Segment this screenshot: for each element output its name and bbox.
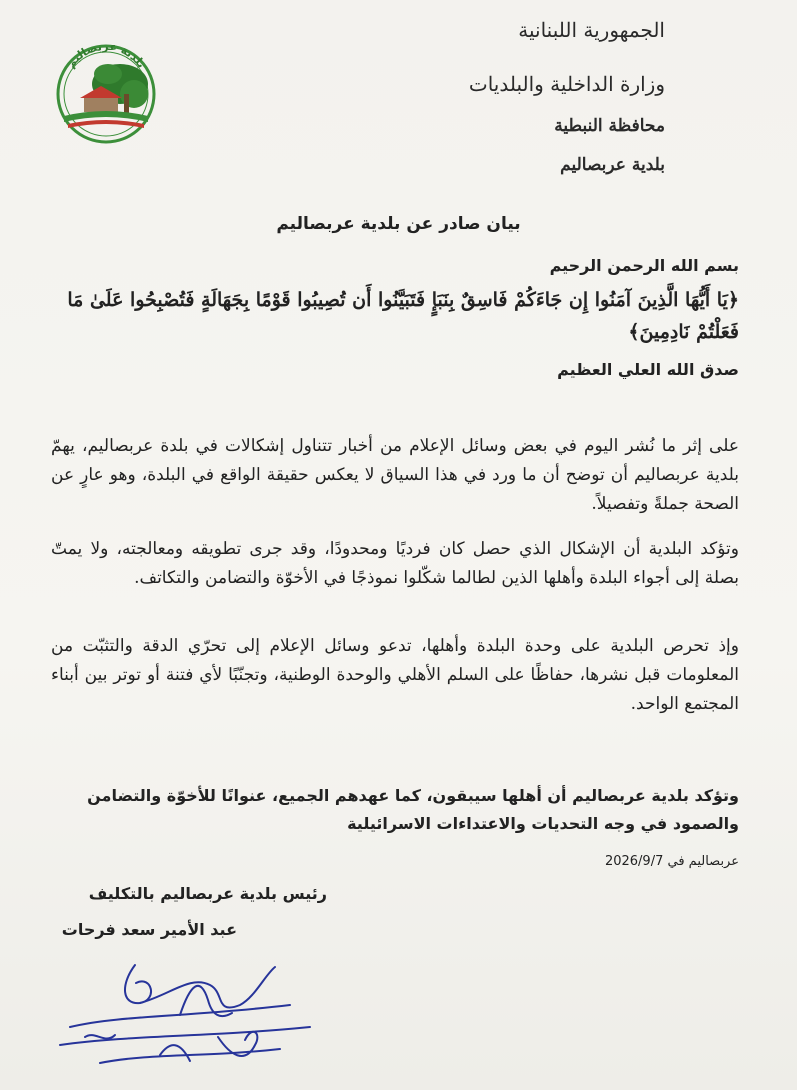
paragraph-1: على إثر ما نُشر اليوم في بعض وسائل الإعلام من أخبار تتناول إشكالات في بلدة عربصاليم، يهمّ بلدية عربصاليم أن توضح أن ما ورد في هذا السياق لا يعكس حقيقة الواقع في البلدة، وهو عارٍ عن الصحة جملةً وتفصيلاً. <box>51 436 739 514</box>
paragraph-3: وإذ تحرص البلدية على وحدة البلدة وأهلها، تدعو وسائل الإعلام إلى تحرّي الدقة والتثبّت من المعلومات قبل نشرها، حفاظًا على السلم الأهلي والوحدة الوطنية، وتجنّبًا لأي فتنة أو توتر بين أبناء المجتمع الواحد. <box>51 636 739 714</box>
handwritten-signature <box>40 945 330 1080</box>
header-republic: الجمهورية اللبنانية <box>518 18 665 42</box>
header-municipality: بلدية عربصاليم <box>560 155 665 175</box>
signatory-name: عبد الأمير سعد فرحات <box>61 920 237 939</box>
signatory-role: رئيس بلدية عربصاليم بالتكليف <box>88 884 327 903</box>
logo-text: بلدية عربصاليم <box>64 39 149 71</box>
date-line: عربصاليم في 2026/9/7 <box>604 854 739 869</box>
header-governorate: محافظة النبطية <box>554 116 665 136</box>
header-ministry: وزارة الداخلية والبلديات <box>468 72 665 96</box>
sadaqa-line: صدق الله العلي العظيم <box>557 360 739 379</box>
quran-verse: ﴿يَا أَيُّهَا الَّذِينَ آمَنُوا إِن جَاءَكُمْ فَاسِقٌ بِنَبَإٍ فَتَبَيَّنُوا أَن تُصِيبُوا قَوْمًا بِجَهَالَةٍ فَتُصْبِحُوا عَلَىٰ مَا فَعَلْتُمْ نَادِمِينَ﴾ <box>67 289 739 343</box>
statement-title: بيان صادر عن بلدية عربصاليم <box>276 214 521 234</box>
closing-statement: وتؤكد بلدية عربصاليم أن أهلها سيبقون، كما عهدهم الجميع، عنوانًا للأخوّة والتضامن والصمود في وجه التحديات والاعتداءات الاسرائيلية <box>87 786 739 833</box>
paragraph-2: وتؤكد البلدية أن الإشكال الذي حصل كان فرديًا ومحدودًا، وقد جرى تطويقه ومعالجته، ولا يمتّ بصلة إلى أجواء البلدة وأهلها الذين لطالما شكّلوا نموذجًا في الأخوّة والتضامن والتكاتف. <box>51 539 739 588</box>
municipality-logo <box>50 38 162 146</box>
basmala: بسم الله الرحمن الرحيم <box>549 256 739 275</box>
